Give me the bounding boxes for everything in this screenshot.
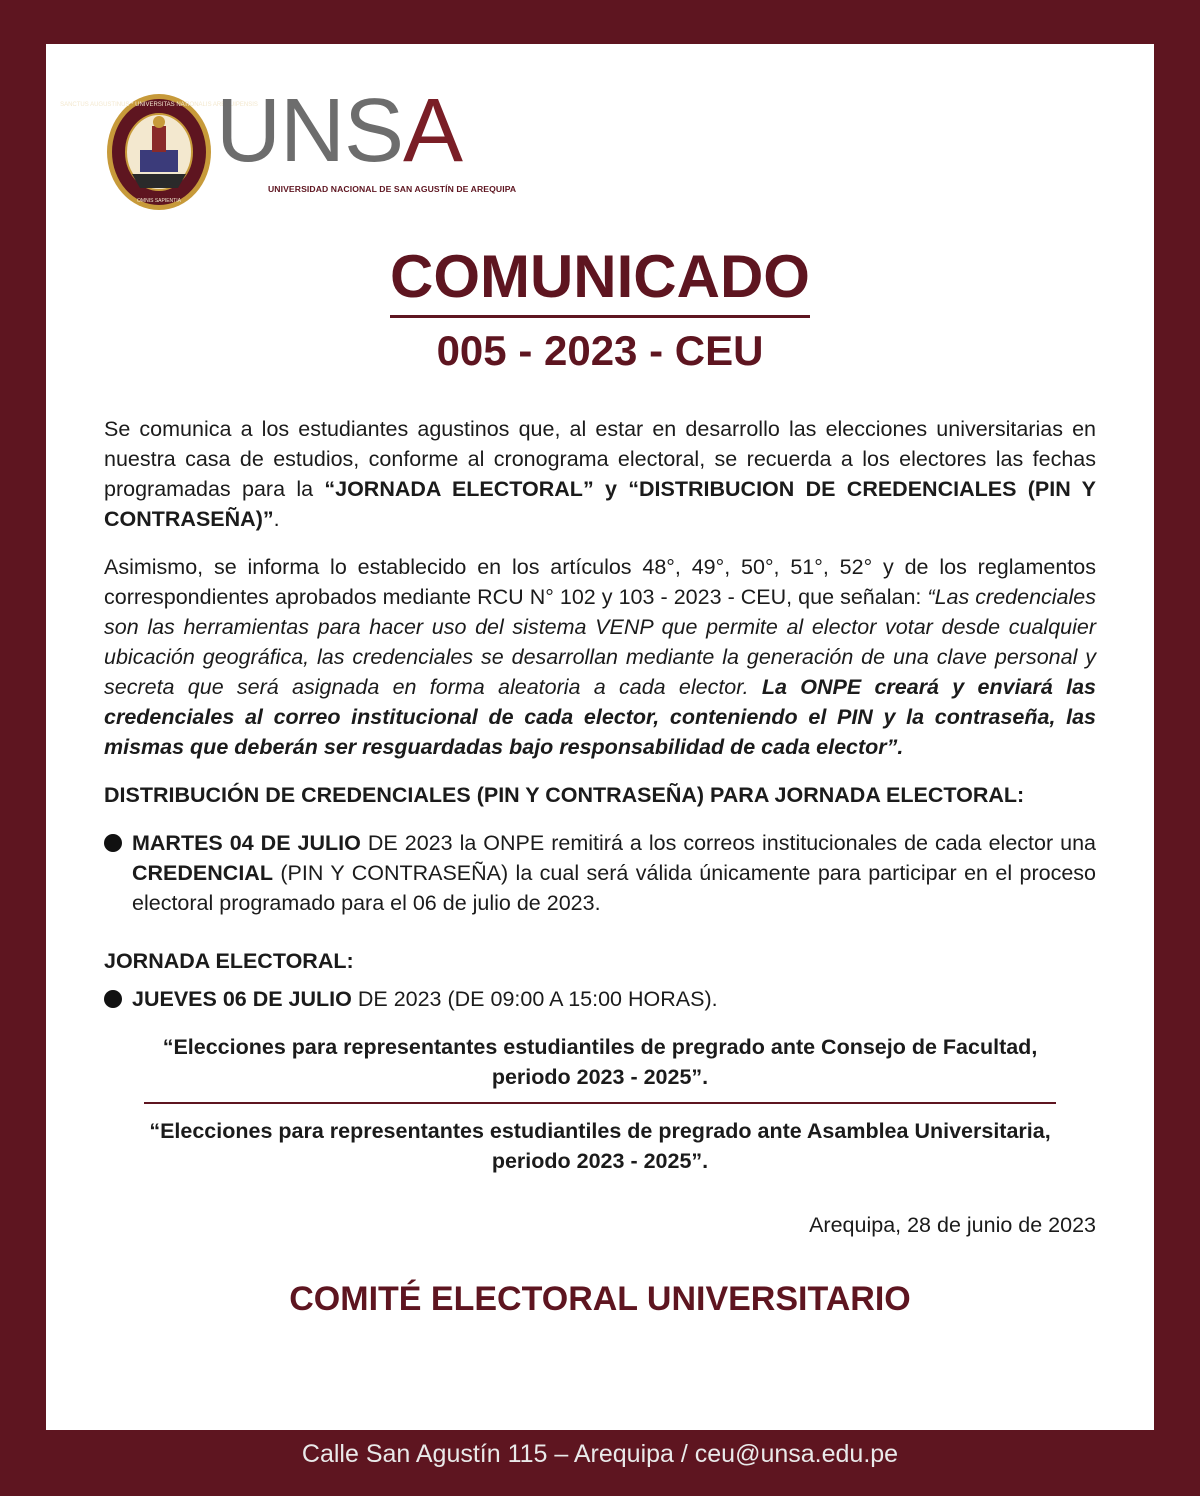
intro-bold-jornada: “JORNADA ELECTORAL”	[324, 477, 594, 501]
document-date: Arequipa, 28 de junio de 2023	[809, 1213, 1096, 1237]
bullet1-text1: DE 2023 la ONPE remitirá a los correos institucionales de cada elector una	[360, 831, 1096, 855]
quote-asamblea-universitaria: “Elecciones para representantes estudiantiles de pregrado ante Asamblea Universitaria, periodo 2023 - 2025”.	[149, 1119, 1051, 1173]
wordmark-uns: UNS	[216, 81, 404, 181]
intro-text: Se comunica a los estudiantes agustinos que, al estar en desarrollo las elecciones universitarias en nuestra casa de estudios, conforme al cronograma electoral, se recuerda a los electores las fechas programadas para la	[104, 417, 1096, 501]
bullet-distribucion	[104, 828, 1096, 918]
reglamento-quote: “Las credenciales son las herramientas para hacer uso del sistema VENP que permite al elector votar desde cualquier ubicación geográfica, las credenciales se desarrollan mediante la generación de una clave personal y secreta que será asignada en forma aleatoria a cada elector.	[104, 585, 1096, 699]
bullet1-text2: (PIN Y CONTRASEÑA) la cual será válida únicamente para participar en el proceso electoral programado para el 06 de julio de 2023.	[132, 861, 1096, 915]
section-heading-jornada: JORNADA ELECTORAL:	[104, 949, 354, 973]
bullet-dot-icon	[104, 834, 122, 852]
university-seal-icon	[60, 92, 258, 212]
bullet1-date: MARTES 04 DE JULIO	[132, 831, 361, 855]
wordmark-a: A	[403, 81, 463, 181]
bullet1-credencial: CREDENCIAL	[132, 861, 273, 885]
intro-bold-distribucion: “DISTRIBUCION DE CREDENCIALES (PIN Y CONTRASEÑA)”	[104, 477, 1096, 531]
logo-subtitle: UNIVERSIDAD NACIONAL DE SAN AGUSTÍN DE AREQUIPA	[268, 184, 517, 194]
divider	[144, 1102, 1056, 1104]
document-number: 005 - 2023 - CEU	[436, 327, 764, 374]
unsa-logo	[60, 81, 524, 212]
paragraph-reglamento	[104, 552, 1096, 762]
bullet2-date: JUEVES 06 DE JULIO	[132, 987, 352, 1011]
seal-motto: OMNIS SAPIENTIA	[137, 198, 181, 204]
document-body	[104, 414, 1096, 1318]
title-block	[46, 243, 1154, 374]
reglamento-text: Asimismo, se informa lo establecido en los artículos 48°, 49°, 50°, 51°, 52° y de los reglamentos correspondientes aprobados mediante RCU N° 102 y 103 - 2023 - CEU, que señalan:	[104, 555, 1096, 609]
committee-signature: COMITÉ ELECTORAL UNIVERSITARIO	[289, 1280, 911, 1318]
paragraph-intro	[104, 414, 1096, 534]
intro-bold-y: y	[593, 477, 629, 501]
reglamento-quote-bold: La ONPE creará y enviará las credenciales al correo institucional de cada elector, conteniendo el PIN y la contraseña, las mismas que deberán ser resguardadas bajo responsabilidad de cada elector”.	[104, 675, 1096, 759]
page-title: COMUNICADO	[390, 247, 810, 318]
footer-address: Calle San Agustín 115 – Arequipa / ceu@unsa.edu.pe	[301, 1440, 899, 1468]
section-heading-distribucion: DISTRIBUCIÓN DE CREDENCIALES (PIN Y CONTRASEÑA) PARA JORNADA ELECTORAL:	[104, 783, 1025, 807]
bullet2-text: DE 2023 (DE 09:00 A 15:00 HORAS).	[351, 987, 718, 1011]
bullet-dot-icon	[104, 990, 122, 1008]
seal-text: SANCTUS AUGUSTINUS * UNIVERSITAS NATIONALIS AREQUIPENSIS	[60, 102, 258, 108]
document-sheet	[46, 44, 1154, 1430]
bullet-jornada	[104, 984, 1096, 1014]
quote-consejo-facultad: “Elecciones para representantes estudiantiles de pregrado ante Consejo de Facultad, periodo 2023 - 2025”.	[162, 1035, 1038, 1089]
unsa-wordmark	[216, 81, 463, 181]
intro-end: .	[273, 507, 280, 531]
